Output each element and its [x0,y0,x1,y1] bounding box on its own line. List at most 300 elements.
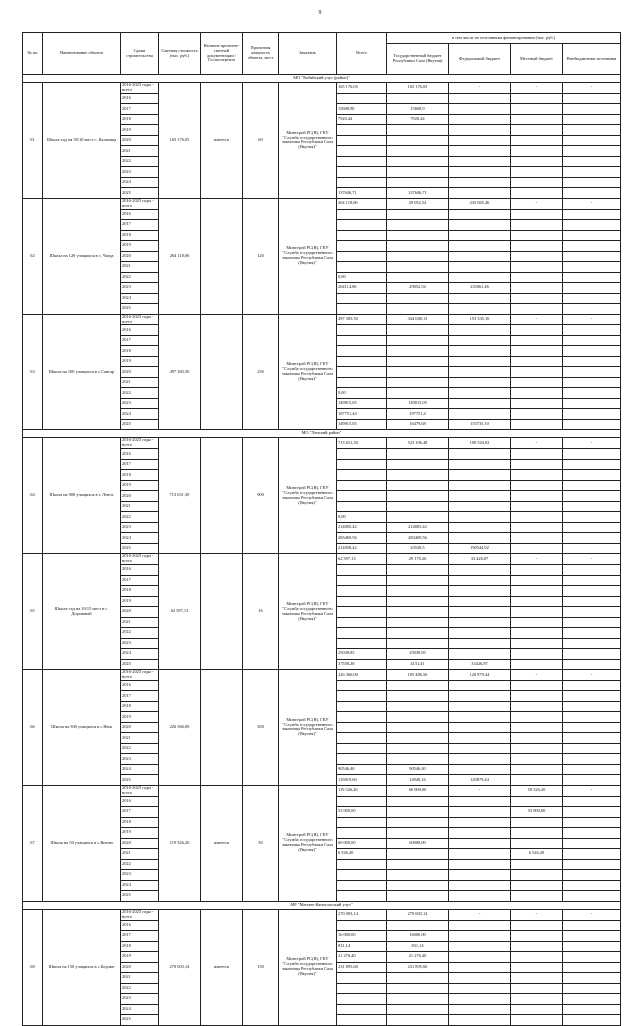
state-budget-cell [387,135,449,146]
year-cell: 2018 [121,346,159,357]
federal-budget-cell: - [449,909,511,920]
total-cell: 0,00 [337,388,387,399]
year-cell: 2025 [121,543,159,554]
federal-budget-cell [449,209,511,220]
federal-budget-cell [449,941,511,952]
header-extra-budget: Внебюджетные источники [563,44,621,75]
project-name: Школа на 300 учащихся в с.Нюя [43,670,121,786]
total-cell [337,241,387,252]
year-cell: 2020 [121,251,159,262]
project-name: Школа на 900 учащихся в г. Ленск [43,438,121,554]
state-budget-cell: 25038,85 [387,649,449,660]
year-cell: 2016-2025 годы - всего [121,909,159,920]
state-budget-cell [387,209,449,220]
year-cell: 2022 [121,156,159,167]
total-cell [337,638,387,649]
federal-budget-cell [449,691,511,702]
federal-budget-cell [449,870,511,881]
year-cell: 2023 [121,522,159,533]
year-cell: 2017 [121,691,159,702]
total-cell [337,607,387,618]
extra-budget-cell: - [563,909,621,920]
federal-budget-cell: 190 544,92 [449,438,511,449]
federal-budget-cell [449,262,511,273]
total-cell [337,346,387,357]
local-budget-cell [511,262,563,273]
total-cell [337,796,387,807]
local-budget-cell [511,743,563,754]
federal-budget-cell [449,491,511,502]
local-budget-cell [511,230,563,241]
local-budget-cell [511,712,563,723]
project-capacity: 50 [243,785,279,901]
state-budget-cell: 105 486,56 [387,670,449,681]
total-cell [337,135,387,146]
project-number: 61 [23,83,43,199]
project-name: Школа на 100 учащихся в с.Сангар [43,314,121,430]
local-budget-cell [511,177,563,188]
federal-budget-cell [449,220,511,231]
local-budget-cell: - [511,314,563,325]
federal-budget-cell [449,952,511,963]
total-cell [337,701,387,712]
state-budget-cell [387,501,449,512]
year-cell: 2021 [121,733,159,744]
year-cell: 2023 [121,283,159,294]
table-row [23,909,621,920]
state-budget-cell [387,565,449,576]
extra-budget-cell [563,135,621,146]
year-cell: 2022 [121,859,159,870]
project-number: 62 [23,198,43,314]
state-budget-cell [387,388,449,399]
local-budget-cell [511,304,563,315]
extra-budget-cell [563,543,621,554]
federal-budget-cell: 33426,87 [449,659,511,670]
federal-budget-cell [449,596,511,607]
total-cell [337,733,387,744]
year-cell: 2020 [121,491,159,502]
year-cell: 2025 [121,304,159,315]
year-cell: 2022 [121,272,159,283]
federal-budget-cell [449,1015,511,1026]
total-cell [337,828,387,839]
local-budget-cell [511,114,563,125]
extra-budget-cell: - [563,83,621,94]
federal-budget-cell [449,817,511,828]
extra-budget-cell [563,522,621,533]
extra-budget-cell [563,952,621,963]
federal-budget-cell [449,449,511,460]
federal-budget-cell [449,293,511,304]
year-cell: 2017 [121,575,159,586]
local-budget-cell [511,241,563,252]
state-budget-cell: 523 106,48 [387,438,449,449]
project-docs [201,198,243,314]
total-cell: 165 176,05 [337,83,387,94]
table-row [23,314,621,325]
extra-budget-cell [563,367,621,378]
federal-budget-cell: 190544,92 [449,543,511,554]
total-cell [337,377,387,388]
table-row [23,83,621,94]
year-cell: 2023 [121,994,159,1005]
total-cell [337,983,387,994]
state-budget-cell [387,920,449,931]
local-budget-cell [511,617,563,628]
extra-budget-cell [563,449,621,460]
local-budget-cell [511,512,563,523]
header-term: Сроки строительства [121,33,159,75]
federal-budget-cell [449,251,511,262]
state-budget-cell [387,449,449,460]
total-cell [337,575,387,586]
extra-budget-cell [563,251,621,262]
local-budget-cell [511,931,563,942]
total-cell [337,146,387,157]
local-budget-cell [511,701,563,712]
extra-budget-cell: - [563,785,621,796]
federal-budget-cell [449,156,511,167]
state-budget-cell [387,712,449,723]
extra-budget-cell [563,891,621,902]
federal-budget-cell [449,733,511,744]
year-cell: 2025 [121,419,159,430]
extra-budget-cell [563,870,621,881]
state-budget-cell [387,983,449,994]
total-cell [337,230,387,241]
state-budget-cell [387,241,449,252]
state-budget-cell [387,596,449,607]
extra-budget-cell [563,994,621,1005]
state-budget-cell: 270 003,14 [387,909,449,920]
extra-budget-cell [563,167,621,178]
local-budget-cell [511,146,563,157]
year-cell: 2020 [121,135,159,146]
total-cell [337,817,387,828]
state-budget-cell: 7920,44 [387,114,449,125]
state-budget-cell [387,617,449,628]
local-budget-cell: 53 000,00 [511,807,563,818]
federal-budget-cell [449,356,511,367]
federal-budget-cell [449,501,511,512]
year-cell: 2019 [121,125,159,136]
local-budget-cell [511,838,563,849]
total-cell: 6 526,20 [337,849,387,860]
project-capacity: 120 [243,198,279,314]
year-cell: 2016 [121,325,159,336]
extra-budget-cell [563,838,621,849]
total-cell [337,691,387,702]
total-cell [337,754,387,765]
state-budget-cell: 60000,00 [387,838,449,849]
total-cell: 62 597,13 [337,554,387,565]
extra-budget-cell [563,649,621,660]
local-budget-cell [511,973,563,984]
state-budget-cell: 15608,9 [387,104,449,115]
federal-budget-cell [449,512,511,523]
extra-budget-cell [563,177,621,188]
local-budget-cell [511,952,563,963]
year-cell: 2016 [121,209,159,220]
extra-budget-cell: - [563,438,621,449]
state-budget-cell [387,733,449,744]
local-budget-cell [511,941,563,952]
total-cell: 197751,44 [337,409,387,420]
year-cell: 2019 [121,596,159,607]
state-budget-cell [387,167,449,178]
federal-budget-cell [449,114,511,125]
year-cell: 2025 [121,891,159,902]
local-budget-cell [511,459,563,470]
section-title: МО "Ленский район" [23,430,621,438]
extra-budget-cell [563,335,621,346]
local-budget-cell [511,388,563,399]
local-budget-cell [511,1015,563,1026]
federal-budget-cell [449,712,511,723]
table-row [23,198,621,209]
project-customer: Минстрой РС(Я), ГКУ "Служба государственного заказчика Республики Саха (Якутия)" [279,670,337,786]
total-cell [337,870,387,881]
total-cell [337,293,387,304]
local-budget-cell: - [511,83,563,94]
project-name: Школа-сад на 50/10 мест с. Кальвица [43,83,121,199]
extra-budget-cell [563,220,621,231]
extra-budget-cell [563,512,621,523]
project-capacity: 150 [243,909,279,1025]
state-budget-cell: 29052,54 [387,283,449,294]
federal-budget-cell [449,346,511,357]
federal-budget-cell [449,272,511,283]
federal-budget-cell [449,241,511,252]
total-cell: 149815,05 [337,398,387,409]
federal-budget-cell [449,575,511,586]
year-cell: 2019 [121,241,159,252]
state-budget-cell [387,220,449,231]
local-budget-cell [511,283,563,294]
extra-budget-cell [563,796,621,807]
state-budget-cell: 16000,00 [387,931,449,942]
extra-budget-cell [563,356,621,367]
local-budget-cell [511,962,563,973]
local-budget-cell [511,325,563,336]
extra-budget-cell [563,325,621,336]
federal-budget-cell [449,849,511,860]
year-cell: 2019 [121,952,159,963]
year-cell: 2018 [121,230,159,241]
state-budget-cell [387,156,449,167]
total-cell: 16 000,00 [337,931,387,942]
total-cell [337,209,387,220]
total-cell [337,262,387,273]
total-cell: 7920,44 [337,114,387,125]
table-row [23,785,621,796]
year-cell: 2018 [121,701,159,712]
local-budget-cell [511,983,563,994]
total-cell [337,1015,387,1026]
project-number: 65 [23,554,43,670]
project-docs: имеется [201,909,243,1025]
federal-budget-cell [449,586,511,597]
federal-budget-cell [449,680,511,691]
total-cell [337,973,387,984]
year-cell: 2024 [121,764,159,775]
project-number: 64 [23,438,43,554]
year-cell: 2019 [121,480,159,491]
federal-budget-cell [449,125,511,136]
total-cell: 135819,60 [337,775,387,786]
state-budget-cell [387,880,449,891]
project-cost: 119 526,20 [159,785,201,901]
year-cell: 2023 [121,870,159,881]
section-title: МО "Кобяйский улус (район)" [23,75,621,83]
extra-budget-cell [563,849,621,860]
extra-budget-cell [563,680,621,691]
total-cell [337,743,387,754]
total-cell [337,177,387,188]
project-docs [201,670,243,786]
federal-budget-cell: 153735,10 [449,419,511,430]
year-cell: 2016-2025 годы - всего [121,438,159,449]
local-budget-cell [511,491,563,502]
state-budget-cell: 90546,40 [387,764,449,775]
extra-budget-cell [563,188,621,199]
federal-budget-cell: 235061,46 [449,283,511,294]
federal-budget-cell [449,931,511,942]
year-cell: 2022 [121,388,159,399]
federal-budget-cell [449,177,511,188]
local-budget-cell [511,135,563,146]
section-row [23,430,621,438]
year-cell: 2016-2025 годы - всего [121,314,159,325]
extra-budget-cell: - [563,314,621,325]
local-budget-cell [511,722,563,733]
extra-budget-cell [563,398,621,409]
federal-budget-cell [449,743,511,754]
total-cell [337,167,387,178]
local-budget-cell [511,409,563,420]
project-number: 68 [23,909,43,1025]
total-cell [337,501,387,512]
extra-budget-cell: - [563,554,621,565]
federal-budget-cell [449,470,511,481]
extra-budget-cell [563,1004,621,1015]
year-cell: 2020 [121,367,159,378]
year-cell: 2016 [121,920,159,931]
header-name: Наименование объекта [43,33,121,75]
federal-budget-cell [449,983,511,994]
extra-budget-cell [563,575,621,586]
state-budget-cell: 165 176,05 [387,83,449,94]
header-state-budget: Государственный бюджет Республики Саха (Якутия) [387,44,449,75]
state-budget-cell [387,638,449,649]
section-row [23,75,621,83]
total-cell: 0,00 [337,512,387,523]
local-budget-cell [511,293,563,304]
year-cell: 2019 [121,356,159,367]
year-cell: 2018 [121,941,159,952]
state-budget-cell: 231 895,60 [387,962,449,973]
year-cell: 2021 [121,501,159,512]
total-cell [337,449,387,460]
extra-budget-cell [563,1015,621,1026]
total-cell: 713 651,30 [337,438,387,449]
local-budget-cell [511,543,563,554]
year-cell: 2022 [121,743,159,754]
federal-budget-cell [449,135,511,146]
extra-budget-cell [563,607,621,618]
total-cell [337,722,387,733]
year-cell: 2022 [121,983,159,994]
state-budget-cell [387,586,449,597]
extra-budget-cell [563,419,621,430]
project-cost: 497 383,50 [159,314,201,430]
extra-budget-cell [563,586,621,597]
federal-budget-cell [449,796,511,807]
year-cell: 2017 [121,931,159,942]
total-cell: 264114,06 [337,283,387,294]
state-budget-cell [387,575,449,586]
extra-budget-cell [563,859,621,870]
local-budget-cell [511,575,563,586]
state-budget-cell: 149815,05 [387,398,449,409]
extra-budget-cell [563,409,621,420]
year-cell: 2021 [121,262,159,273]
year-cell: 2019 [121,828,159,839]
project-docs [201,554,243,670]
state-budget-cell [387,272,449,283]
project-customer: Минстрой РС(Я), ГКУ "Служба государственного заказчика Республики Саха (Якутия)" [279,83,337,199]
local-budget-cell [511,188,563,199]
extra-budget-cell [563,941,621,952]
year-cell: 2020 [121,722,159,733]
extra-budget-cell [563,388,621,399]
state-budget-cell [387,480,449,491]
state-budget-cell [387,230,449,241]
federal-budget-cell [449,188,511,199]
federal-budget-cell [449,649,511,660]
year-cell: 2025 [121,1015,159,1026]
extra-budget-cell: - [563,670,621,681]
total-cell [337,565,387,576]
total-cell: 226 366,00 [337,670,387,681]
extra-budget-cell [563,743,621,754]
extra-budget-cell [563,104,621,115]
project-docs [201,438,243,554]
project-docs [201,314,243,430]
federal-budget-cell [449,607,511,618]
total-cell [337,93,387,104]
total-cell [337,680,387,691]
local-budget-cell: - [511,198,563,209]
year-cell: 2016-2025 годы - всего [121,785,159,796]
local-budget-cell [511,220,563,231]
year-cell: 2016 [121,680,159,691]
local-budget-cell [511,356,563,367]
local-budget-cell [511,346,563,357]
local-budget-cell [511,659,563,670]
project-name: Школа на 50 учащихся в с.Витим [43,785,121,901]
state-budget-cell [387,973,449,984]
year-cell: 2018 [121,817,159,828]
total-cell: 214058,42 [337,543,387,554]
section-title: МР "Мегино-Кангаласский улус" [23,901,621,909]
state-budget-cell [387,1015,449,1026]
state-budget-cell [387,628,449,639]
local-budget-cell [511,156,563,167]
state-budget-cell [387,817,449,828]
local-budget-cell [511,533,563,544]
